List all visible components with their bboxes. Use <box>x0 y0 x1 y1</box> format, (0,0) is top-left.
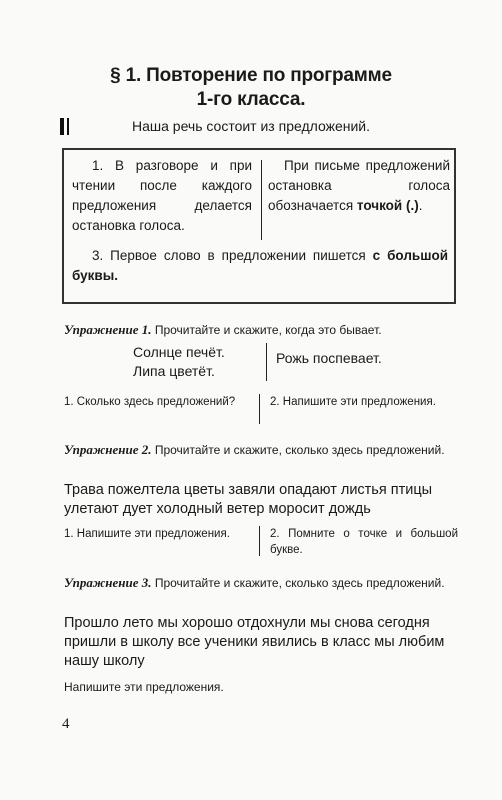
exercise-1-title: Упражнение 1. Прочитайте и скажите, когда это бывает. <box>64 322 382 337</box>
exercise-1-task-2: 2. Напишите эти предложения. <box>270 396 436 408</box>
rule-item-1: 1. В разговоре и при чтении после каждого предложения делается остановка голоса. <box>72 158 252 233</box>
exercise-1-poem-line-2: Липа цветёт. <box>133 363 215 379</box>
exercise-1-poem-divider <box>266 343 267 381</box>
exercise-2-task-2: 2. Помните о точке и большой букве. <box>270 528 458 556</box>
exercise-1-poem-line-1: Солнце печёт. <box>133 344 225 360</box>
exercise-1-task-1: 1. Сколько здесь предложений? <box>64 396 236 408</box>
exercise-2-text: Трава пожелтела цветы завяли опадают листья птицы улетают дует холодный ветер моросит дождь <box>64 482 433 517</box>
exercise-2-task-1: 1. Напишите эти предложения. <box>64 528 230 540</box>
section-title-line2: 1-го класса. <box>196 89 306 110</box>
exercise-2-task-divider <box>259 526 260 556</box>
exercise-2-title: Упражнение 2. Прочитайте и скажите, сколько здесь предложений. <box>64 442 445 457</box>
exercise-1-task-divider <box>259 394 260 424</box>
exercise-3-task: Напишите эти предложения. <box>64 680 224 694</box>
rule-item-2: При письме предложений остановка голоса обозначается точкой (.). <box>268 158 450 213</box>
rule-box <box>62 148 456 304</box>
section-title-line1: § 1. Повторение по программе <box>110 65 392 86</box>
exercise-3-text: Прошло лето мы хорошо отдохнули мы снова сегодня пришли в школу все ученики явились в класс мы любим нашу школу <box>64 615 445 669</box>
rule-divider <box>261 160 262 240</box>
exercise-1-poem-right: Рожь поспевает. <box>276 350 382 366</box>
rule-item-3-bold: с большой буквы. <box>72 248 448 283</box>
rule-item-2-bold: точкой (.) <box>356 198 419 213</box>
rule-item-3: 3. Первое слово в предложении пишется с большой буквы. <box>72 248 448 283</box>
exercise-3-title: Упражнение 3. Прочитайте и скажите, сколько здесь предложений. <box>64 575 445 590</box>
intro-sentence: Наша речь состоит из предложений. <box>131 118 370 134</box>
page-number: 4 <box>62 716 70 732</box>
